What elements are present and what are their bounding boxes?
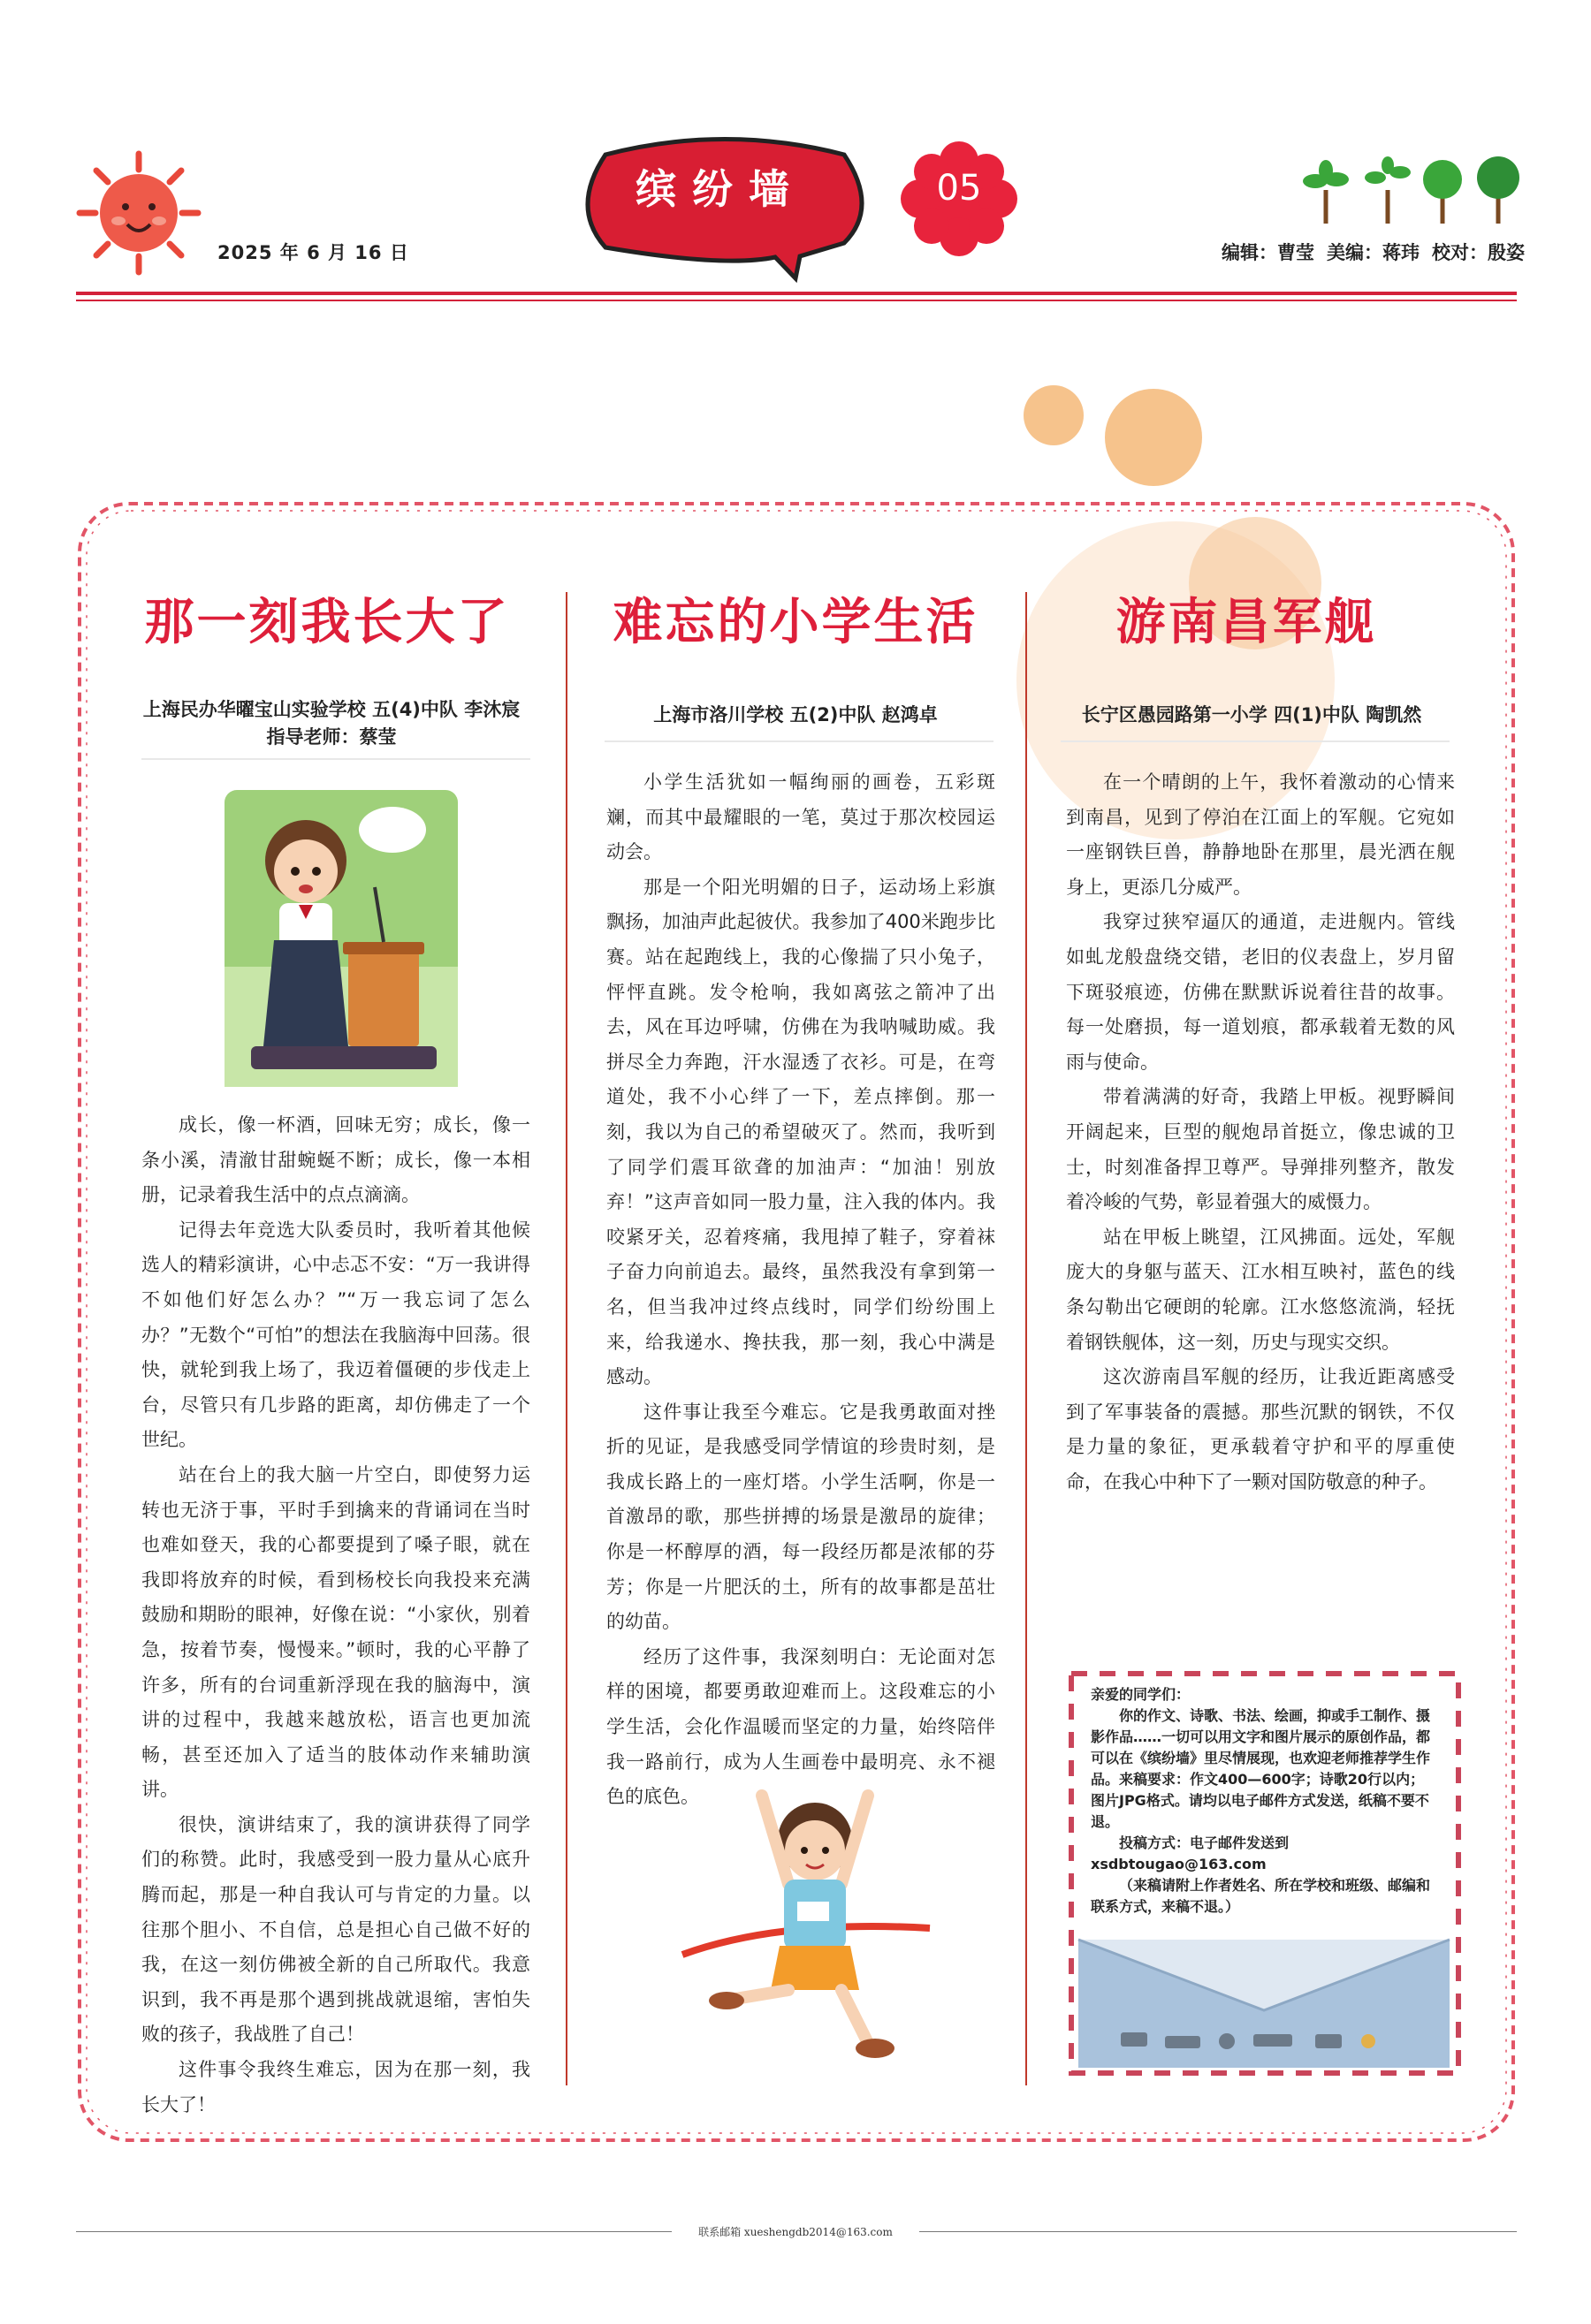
editor-credit: 编辑：曹莹 bbox=[1222, 242, 1314, 263]
section-title: 缤纷墙 bbox=[636, 165, 805, 213]
article-paragraph: 站在台上的我大脑一片空白，即使努力运转也无济于事，平时手到擒来的背诵词在当时也难如登天，我的心都要提到了嗓子眼，就在我即将放弃的时候，看到杨校长向我投来充满鼓励和期盼的眼神，好像在说：“小家伙，别着急，按着节奏，慢慢来。”顿时，我的心平静了许多，所有的台词重新浮现在我的脑海中，演讲的过程中，我越来越放松，语言也更加流畅，甚至还加入了适当的肢体动作来辅助演讲。 bbox=[141, 1463, 530, 1801]
article-paragraph: 带着满满的好奇，我踏上甲板。视野瞬间开阔起来，巨型的舰炮昂首挺立，像忠诚的卫士，时刻准备捍卫尊严。导弹排列整齐，散发着冷峻的气势，彰显着强大的威慑力。 bbox=[1066, 1086, 1455, 1213]
notice-footnote: （来稿请附上作者姓名、所在学校和班级、邮编和联系方式，来稿不退。） bbox=[1091, 1877, 1431, 1915]
speech-girl-illustration bbox=[225, 790, 458, 1087]
art-editor-credit: 美编：蒋玮 bbox=[1327, 242, 1420, 263]
article-byline bbox=[1057, 702, 1446, 729]
article-title: 游南昌军舰 bbox=[1115, 594, 1377, 651]
credits bbox=[1198, 239, 1525, 265]
article-paragraph: 我穿过狭窄逼仄的通道，走进舰内。管线如虬龙般盘绕交错，老旧的仪表盘上，岁月留下斑驳痕迹，仿佛在默默诉说着往昔的故事。每一处磨损，每一道划痕，都承载着无数的风雨与使命。 bbox=[1066, 911, 1455, 1073]
article-paragraph: 小学生活犹如一幅绚丽的画卷，五彩斑斓，而其中最耀眼的一笔，莫过于那次校园运动会。 bbox=[606, 771, 995, 863]
article-paragraph: 站在甲板上眺望，江风拂面。远处，军舰庞大的身躯与蓝天、江水相互映衬，蓝色的线条勾勒出它硬朗的轮廓。江水悠悠流淌，轻抚着钢铁舰体，这一刻，历史与现实交织。 bbox=[1066, 1226, 1455, 1353]
article-paragraph: 记得去年竞选大队委员时，我听着其他候选人的精彩演讲，心中忐忑不安：“万一我讲得不如他们好怎么办？”“万一我忘词了怎么办？”无数个“可怕”的想法在我脑海中回荡。很快，就轮到我上场了，我迈着僵硬的步伐走上台，尽管只有几步路的距离，却仿佛走了一个世纪。 bbox=[141, 1219, 530, 1451]
notice-submit-info: 投稿方式：电子邮件发送到xsdbtougao@163.com bbox=[1091, 1834, 1290, 1872]
notice-body: 你的作文、诗歌、书法、绘画，抑或手工制作、摄影作品……一切可以用文字和图片展示的原创作品，都可以在《缤纷墙》里尽情展现，也欢迎老师推荐学生作品。来稿要求：作文400—600字；诗歌20行以内；图片JPG格式。请均以电子邮件方式发送，纸稿不要不退。 bbox=[1091, 1707, 1431, 1830]
article-paragraph: 在一个晴朗的上午，我怀着激动的心情来到南昌，见到了停泊在江面上的军舰。它宛如一座钢铁巨兽，静静地卧在那里，晨光洒在舰身上，更添几分威严。 bbox=[1066, 771, 1455, 898]
trees-icon bbox=[1299, 155, 1529, 225]
article-body bbox=[1066, 765, 1455, 1500]
article-body bbox=[606, 765, 995, 1815]
byline-school: 上海市洛川学校 五(2)中队 赵鸿卓 bbox=[653, 704, 938, 725]
article-paragraph: 这件事令我终生难忘，因为在那一刻，我长大了！ bbox=[141, 2059, 530, 2115]
running-boy-illustration bbox=[674, 1778, 956, 2070]
article-paragraph: 成长，像一杯酒，回味无穷；成长，像一条小溪，清澈甘甜蜿蜒不断；成长，像一本相册，记录着我生活中的点点滴滴。 bbox=[141, 1114, 530, 1206]
byline-school: 上海民办华曜宝山实验学校 五(4)中队 李沐宸 bbox=[142, 699, 521, 720]
decorative-dots bbox=[1008, 371, 1220, 513]
column-divider bbox=[1025, 592, 1027, 2085]
article-title: 那一刻我长大了 bbox=[144, 594, 510, 651]
article-paragraph: 这件事让我至今难忘。它是我勇敢面对挫折的见证，是我感受同学情谊的珍贵时刻，是我成长路上的一座灯塔。小学生活啊，你是一首激昂的歌，那些拼搏的场景是激昂的旋律；你是一杯醇厚的酒，每一段经历都是浓郁的芬芳；你是一片肥沃的土，所有的故事都是茁壮的幼苗。 bbox=[606, 1401, 995, 1633]
article-byline bbox=[601, 702, 990, 729]
column-divider bbox=[566, 592, 567, 2085]
byline-school: 长宁区愚园路第一小学 四(1)中队 陶凯然 bbox=[1081, 704, 1422, 725]
header-rule bbox=[76, 292, 1517, 295]
article-byline bbox=[133, 696, 530, 751]
sun-icon bbox=[74, 148, 203, 277]
article-body bbox=[141, 1108, 530, 2123]
notice-greeting: 亲爱的同学们： bbox=[1091, 1686, 1191, 1703]
footer-contact: 联系邮箱 xueshengdb2014@163.com bbox=[672, 2224, 919, 2239]
page-number: 05 bbox=[936, 168, 982, 209]
article-title: 难忘的小学生活 bbox=[613, 594, 978, 651]
byline-teacher: 指导老师：蔡莹 bbox=[266, 726, 397, 748]
separator bbox=[605, 740, 993, 742]
issue-date: 2025 年 6 月 16 日 bbox=[217, 242, 409, 263]
article-paragraph: 这次游南昌军舰的经历，让我近距离感受到了军事装备的震撼。那些沉默的钢铁，不仅是力量的象征，更承载着守护和平的厚重使命，在我心中种下了一颗对国防敬意的种子。 bbox=[1066, 1366, 1455, 1492]
separator bbox=[141, 758, 530, 760]
article-paragraph: 那是一个阳光明媚的日子，运动场上彩旗飘扬，加油声此起彼伏。我参加了400米跑步比赛。站在起跑线上，我的心像揣了只小兔子，怦怦直跳。发令枪响，我如离弦之箭冲了出去，风在耳边呼啸，仿佛在为我呐喊助威。我拼尽全力奔跑，汗水湿透了衣衫。可是，在弯道处，我不小心绊了一下，差点摔倒。那一刻，我以为自己的希望破灭了。然而，我听到了同学们震耳欲聋的加油声：“加油！别放弃！”这声音如同一股力量，注入我的体内。我咬紧牙关，忍着疼痛，我甩掉了鞋子，穿着袜子奋力向前追去。最终，虽然我没有拿到第一名，但当我冲过终点线时，同学们纷纷围上来，给我递水、搀扶我，那一刻，我心中满是感动。 bbox=[606, 876, 995, 1388]
separator bbox=[1061, 740, 1450, 742]
article-paragraph: 经历了这件事，我深刻明白：无论面对怎样的困境，都要勇敢迎难而上。这段难忘的小学生活，会化作温暖而坚定的力量，始终陪伴我一路前行，成为人生画卷中最明亮、永不褪色的底色。 bbox=[606, 1645, 995, 1808]
proofreader-credit: 校对：殷姿 bbox=[1432, 242, 1525, 263]
header-rule-thin bbox=[76, 300, 1517, 301]
submission-notice bbox=[1091, 1684, 1435, 1918]
article-paragraph: 很快，演讲结束了，我的演讲获得了同学们的称赞。此时，我感受到一股力量从心底升腾而起，那是一种自我认可与肯定的力量。以往那个胆小、不自信，总是担心自己做不好的我，在这一刻仿佛被全新的自己所取代。我意识到，我不再是那个遇到挑战就退缩，害怕失败的孩子，我战胜了自己！ bbox=[141, 1813, 530, 2046]
